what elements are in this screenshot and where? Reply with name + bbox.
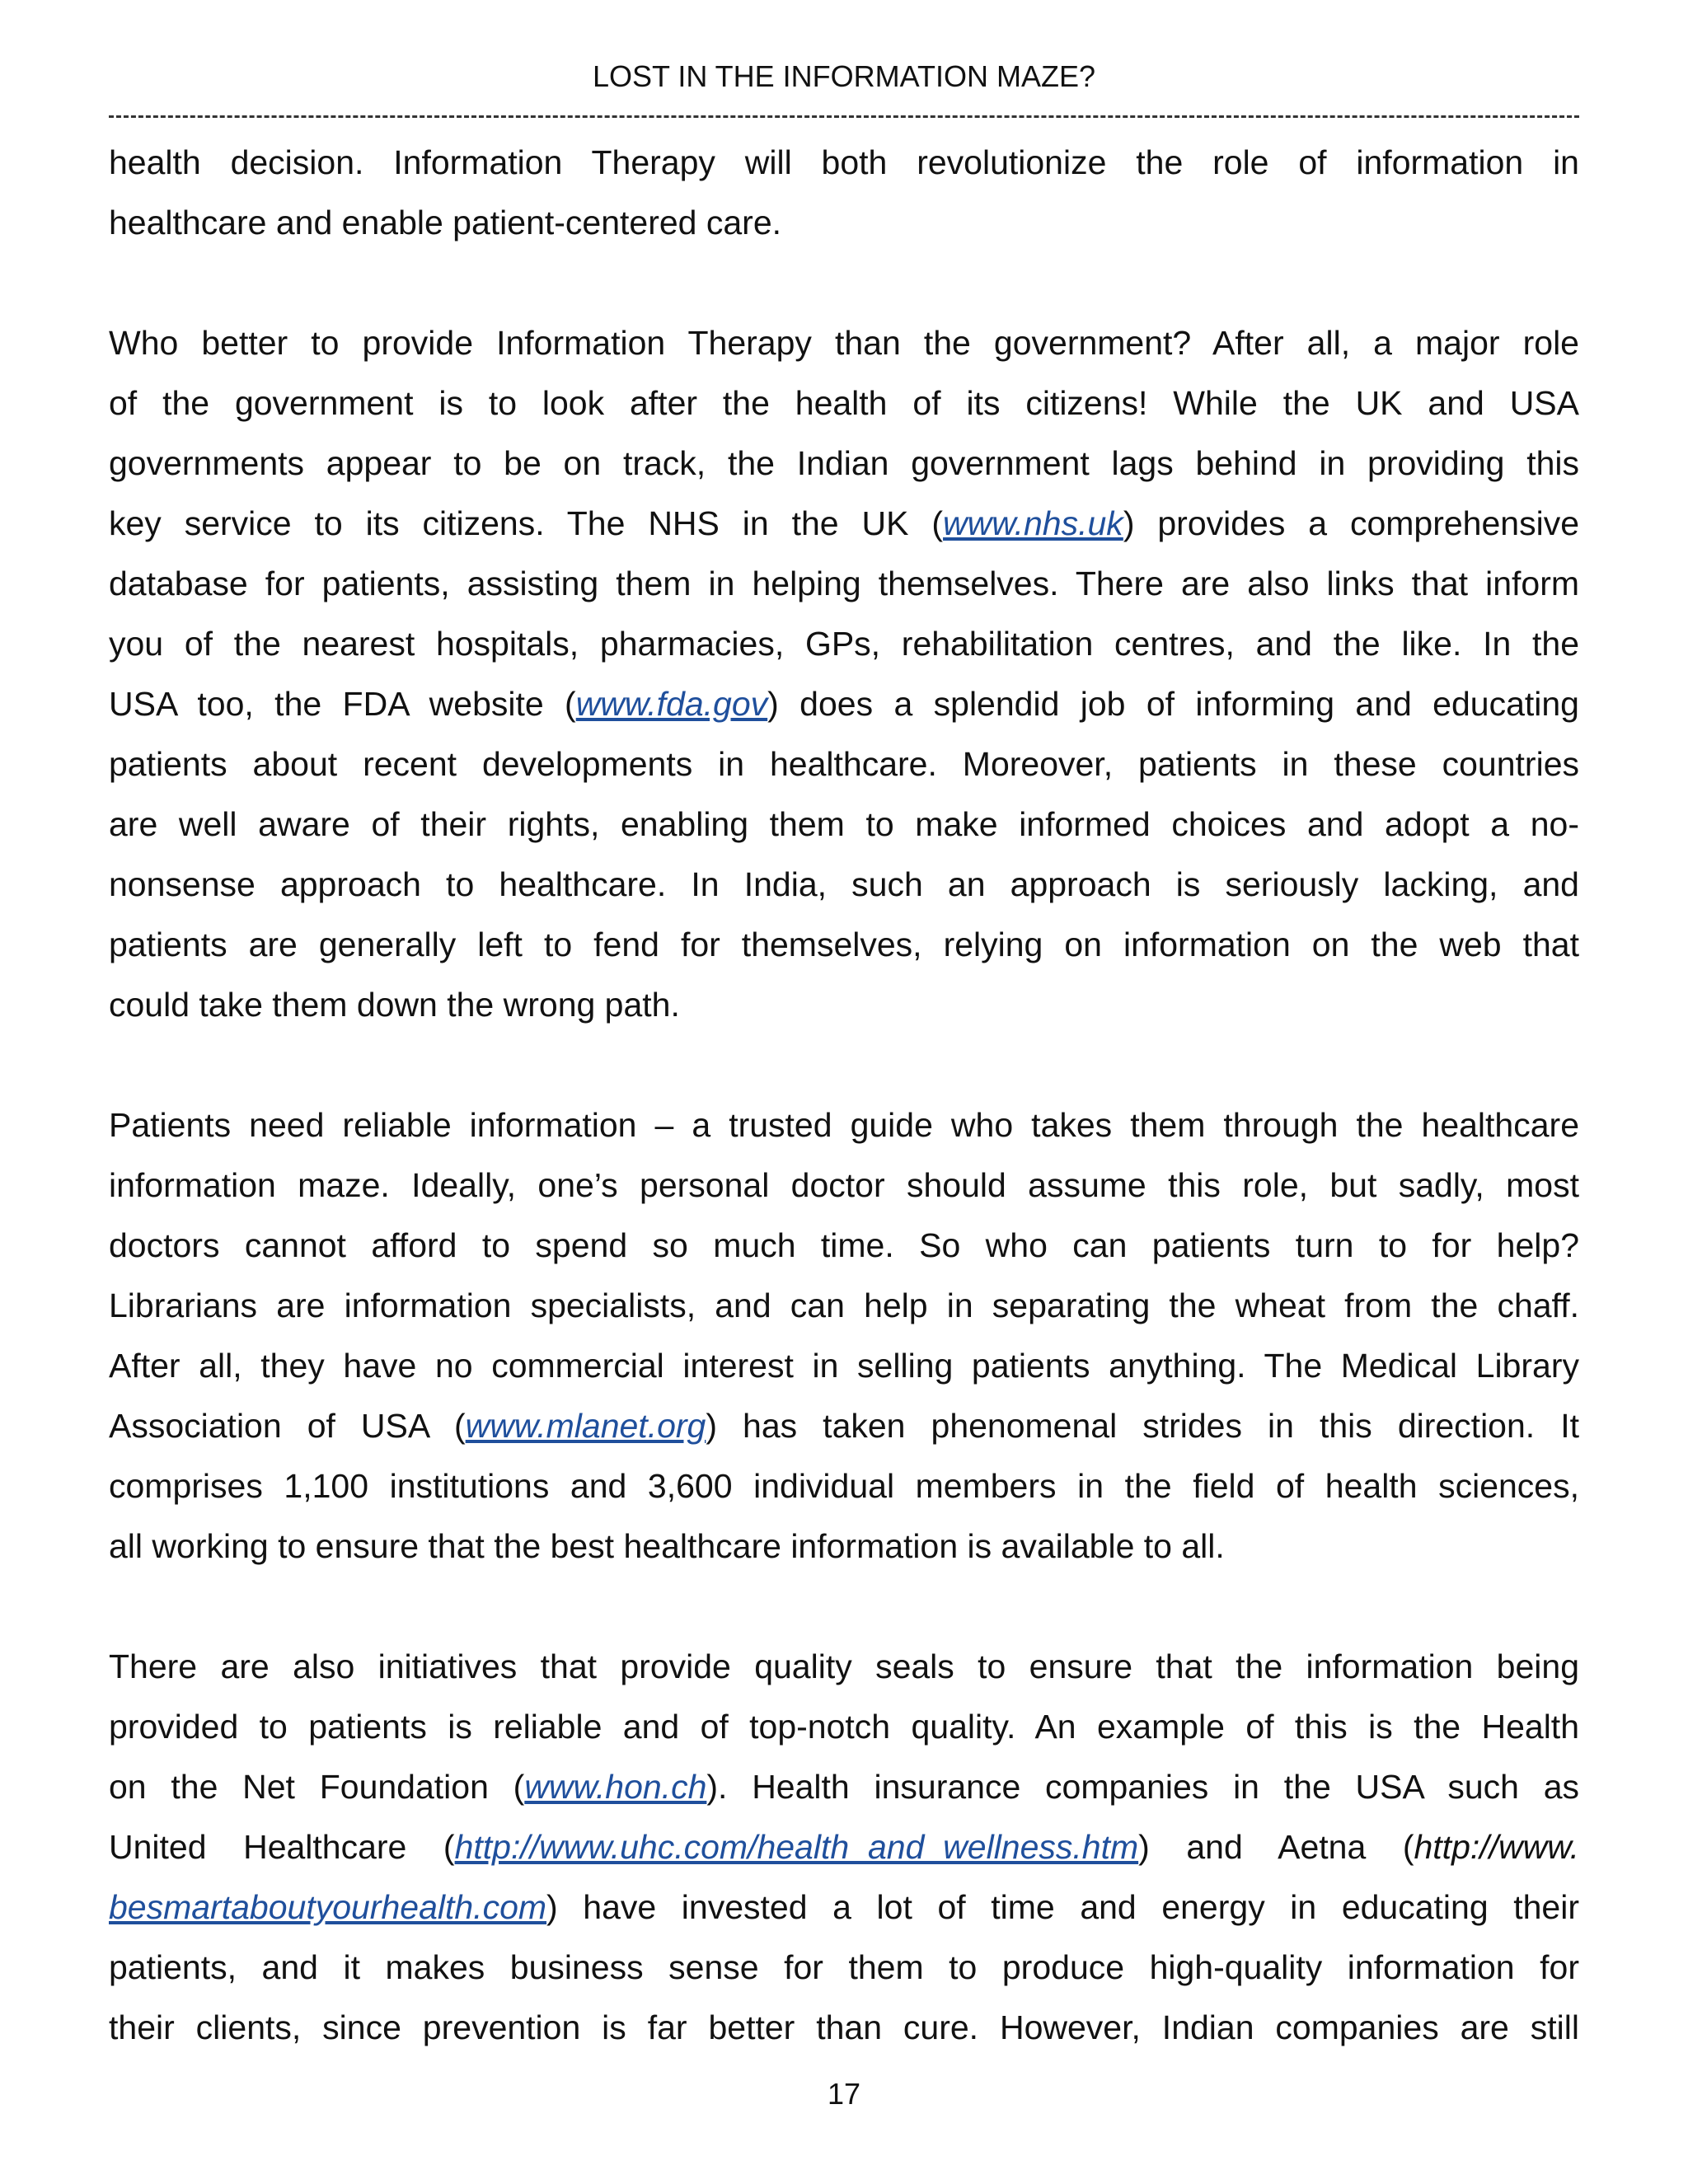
text-line — [109, 1757, 1579, 1817]
text-span: ). Health insurance companies in the USA such as — [706, 1768, 1580, 1806]
text-span: ) provides a comprehensive — [1123, 504, 1579, 542]
text-line — [109, 1516, 1579, 1577]
text-span: key service to its citizens. The NHS in the UK ( — [109, 504, 944, 542]
text-line — [109, 1697, 1579, 1757]
paragraph — [109, 1637, 1579, 2058]
text-line — [109, 1817, 1579, 1877]
text-span: United Healthcare ( — [109, 1828, 455, 1866]
hyperlink[interactable]: www.nhs.uk — [943, 504, 1123, 542]
text-span: Association of USA ( — [109, 1407, 466, 1445]
text-span: doctors cannot afford to spend so much time. So who can patients turn to for help? — [109, 1226, 1579, 1264]
paragraph-gap — [109, 253, 1579, 313]
text-line — [109, 855, 1579, 915]
text-line — [109, 313, 1579, 373]
text-span: provided to patients is reliable and of top-notch quality. An example of this is the Health — [109, 1708, 1579, 1746]
text-line — [109, 1095, 1579, 1155]
page-number: 17 — [827, 2077, 861, 2111]
hyperlink[interactable]: www.fda.gov — [575, 685, 768, 723]
body-text — [109, 133, 1579, 2058]
text-span: of the government is to look after the health of its citizens! While the UK and USA — [109, 384, 1579, 422]
paragraph — [109, 133, 1579, 253]
text-span: http://www. — [1414, 1828, 1579, 1866]
text-span: patients, and it makes business sense for them to produce high-quality information for — [109, 1948, 1579, 1986]
text-span: could take them down the wrong path. — [109, 986, 680, 1024]
text-line — [109, 373, 1579, 434]
paragraph — [109, 1095, 1579, 1577]
text-line — [109, 975, 1579, 1035]
text-line — [109, 915, 1579, 975]
text-line — [109, 794, 1579, 855]
hyperlink[interactable]: www.hon.ch — [524, 1768, 707, 1806]
hyperlink[interactable]: besmartaboutyourhealth.com — [109, 1888, 547, 1926]
running-header: LOST IN THE INFORMATION MAZE? — [592, 59, 1096, 93]
text-span: governments appear to be on track, the Indian government lags behind in providing this — [109, 444, 1579, 482]
paragraph-gap — [109, 1577, 1579, 1637]
header-divider — [109, 115, 1579, 118]
text-line — [109, 434, 1579, 494]
text-line — [109, 674, 1579, 734]
text-line — [109, 1155, 1579, 1216]
hyperlink[interactable]: www.mlanet.org — [465, 1407, 706, 1445]
text-line — [109, 1998, 1579, 2058]
text-span: There are also initiatives that provide quality seals to ensure that the information being — [109, 1647, 1579, 1685]
text-span: patients are generally left to fend for themselves, relying on information on the web that — [109, 926, 1579, 963]
text-span: on the Net Foundation ( — [109, 1768, 525, 1806]
text-span: healthcare and enable patient-centered care. — [109, 204, 782, 241]
text-line — [109, 734, 1579, 794]
text-line — [109, 1336, 1579, 1396]
text-span: patients about recent developments in healthcare. Moreover, patients in these countries — [109, 745, 1579, 783]
text-line — [109, 1276, 1579, 1336]
text-line — [109, 193, 1579, 253]
text-line — [109, 494, 1579, 554]
text-line — [109, 1396, 1579, 1456]
text-span: information maze. Ideally, one’s personal doctor should assume this role, but sadly, most — [109, 1166, 1579, 1204]
text-span: you of the nearest hospitals, pharmacies, GPs, rehabilitation centres, and the like. In the — [109, 625, 1579, 663]
text-span: their clients, since prevention is far better than cure. However, Indian companies are still — [109, 2008, 1579, 2046]
text-line — [109, 133, 1579, 193]
text-span: ) have invested a lot of time and energy in educating their — [546, 1888, 1579, 1926]
text-span: Librarians are information specialists, and can help in separating the wheat from the chaff. — [109, 1286, 1579, 1324]
hyperlink[interactable]: http://www.uhc.com/health_and_wellness.htm — [454, 1828, 1139, 1866]
text-span: all working to ensure that the best healthcare information is available to all. — [109, 1527, 1225, 1565]
text-span: ) and Aetna ( — [1138, 1828, 1414, 1866]
text-span: nonsense approach to healthcare. In India, such an approach is seriously lacking, and — [109, 865, 1579, 903]
text-span: ) does a splendid job of informing and educating — [767, 685, 1579, 723]
text-span: After all, they have no commercial interest in selling patients anything. The Medical Library — [109, 1347, 1579, 1385]
paragraph — [109, 313, 1579, 1035]
text-line — [109, 1637, 1579, 1697]
text-line — [109, 554, 1579, 614]
text-line — [109, 1216, 1579, 1276]
text-span: health decision. Information Therapy will both revolutionize the role of information in — [109, 143, 1579, 181]
text-line — [109, 614, 1579, 674]
paragraph-gap — [109, 1035, 1579, 1095]
text-span: USA too, the FDA website ( — [109, 685, 576, 723]
text-line — [109, 1456, 1579, 1516]
text-span: ) has taken phenomenal strides in this direction. It — [706, 1407, 1579, 1445]
text-span: comprises 1,100 institutions and 3,600 individual members in the field of health sciences, — [109, 1467, 1579, 1505]
text-span: Patients need reliable information – a trusted guide who takes them through the healthcare — [109, 1106, 1579, 1144]
text-span: database for patients, assisting them in helping themselves. There are also links that inform — [109, 565, 1579, 602]
text-line — [109, 1938, 1579, 1998]
text-line — [109, 1877, 1579, 1938]
text-span: are well aware of their rights, enabling them to make informed choices and adopt a no- — [109, 805, 1579, 843]
text-span: Who better to provide Information Therapy than the government? After all, a major role — [109, 324, 1579, 362]
